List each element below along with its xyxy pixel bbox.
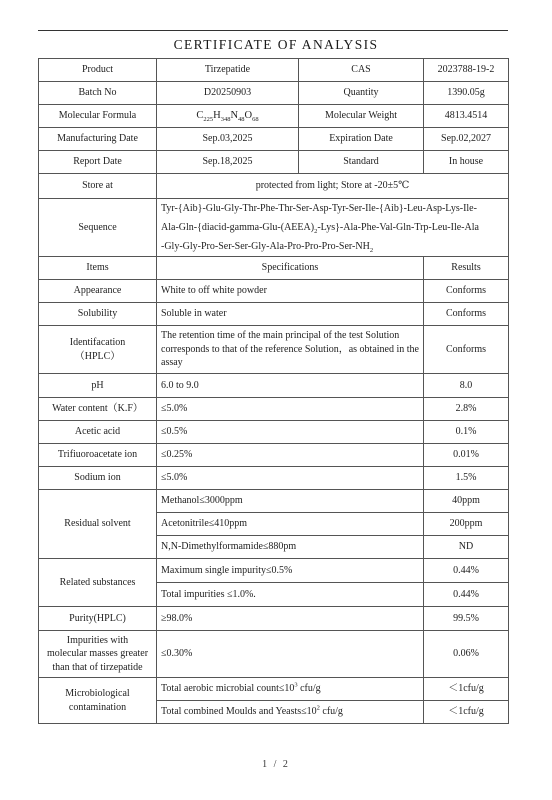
row-product xyxy=(39,59,509,82)
tfa-item: Trifiuoroacetate ion xyxy=(39,444,157,467)
product-value: Tirzepatide xyxy=(157,59,299,82)
standard-value: In house xyxy=(424,151,509,174)
solubility-spec: Soluble in water xyxy=(157,303,424,326)
row-purity xyxy=(39,607,509,631)
related-spec-2: Total impurities ≤1.0%. xyxy=(157,583,424,607)
exp-label: Expiration Date xyxy=(299,128,424,151)
row-acetic xyxy=(39,421,509,444)
water-spec: ≤5.0% xyxy=(157,398,424,421)
standard-label: Standard xyxy=(299,151,424,174)
row-ph xyxy=(39,374,509,398)
store-label: Store at xyxy=(39,174,157,199)
impurities-mass-item: Impurities with molecular masses greater than that of tirzepatide xyxy=(39,631,157,678)
residual-item: Residual solvent xyxy=(39,490,157,559)
ph-result: 8.0 xyxy=(424,374,509,398)
batch-label: Batch No xyxy=(39,82,157,105)
residual-result-2: 200ppm xyxy=(424,513,509,536)
sodium-spec: ≤5.0% xyxy=(157,467,424,490)
mw-label: Molecular Weight xyxy=(299,105,424,128)
row-appearance xyxy=(39,280,509,303)
page-number: 1 / 2 xyxy=(262,759,290,770)
impurities-mass-spec: ≤0.30% xyxy=(157,631,424,678)
appearance-item: Appearance xyxy=(39,280,157,303)
product-label: Product xyxy=(39,59,157,82)
related-item: Related substances xyxy=(39,559,157,607)
tfa-result: 0.01% xyxy=(424,444,509,467)
store-value: protected from light; Store at -20±5℃ xyxy=(157,174,509,199)
sequence-line-2: Ala-$Gln-\{diacid-gamma-Glu-(AEEA)_2-Lys\}-Ala-Phe-Val-Gln-Trp-Leu-Ile$-Ala xyxy=(161,222,479,235)
header-results: Results xyxy=(424,257,509,280)
batch-value: D20250903 xyxy=(157,82,299,105)
report-value: Sep.18,2025 xyxy=(157,151,299,174)
related-spec-1: Maximum single impurity≤0.5% xyxy=(157,559,424,583)
exp-value: Sep.02,2027 xyxy=(424,128,509,151)
ph-spec: 6.0 to 9.0 xyxy=(157,374,424,398)
acetic-item: Acetic acid xyxy=(39,421,157,444)
mw-value: 4813.4514 xyxy=(424,105,509,128)
row-report xyxy=(39,151,509,174)
purity-item: Purity(HPLC) xyxy=(39,607,157,631)
row-batch xyxy=(39,82,509,105)
related-result-1: 0.44% xyxy=(424,559,509,583)
row-micro-1 xyxy=(39,678,509,701)
sequence-line-1: Tyr-{Aib}-Glu-Gly-Thr-Phe-Thr-Ser-Asp-Tyr-Ser-Ile-{Aib}-Leu-Asp-Lys-Ile- xyxy=(161,203,477,214)
appearance-spec: White to off white powder xyxy=(157,280,424,303)
residual-result-1: 40ppm xyxy=(424,490,509,513)
sequence-line-3: $-Gly-Gly-Pro-Ser-Ser-Gly-Ala-Pro-Pro-Pro-Ser-NH_2$ xyxy=(161,241,374,254)
top-rule xyxy=(38,30,508,31)
residual-spec-1: Methanol≤3000ppm xyxy=(157,490,424,513)
identification-result: Conforms xyxy=(424,326,509,374)
row-solubility xyxy=(39,303,509,326)
row-mfg xyxy=(39,128,509,151)
sodium-result: 1.5% xyxy=(424,467,509,490)
identification-spec: The retention time of the main principal of the test Solution corresponds to that of the reference Solution，as obtained in the assay xyxy=(157,326,424,374)
mfg-label: Manufacturing Date xyxy=(39,128,157,151)
sequence-value xyxy=(157,199,509,257)
impurities-mass-result: 0.06% xyxy=(424,631,509,678)
row-residual-1 xyxy=(39,490,509,513)
formula-label: Molecular Formula xyxy=(39,105,157,128)
residual-spec-3: N,N-Dimethylformamide≤880pm xyxy=(157,536,424,559)
purity-spec: ≥98.0% xyxy=(157,607,424,631)
quantity-label: Quantity xyxy=(299,82,424,105)
residual-result-3: ND xyxy=(424,536,509,559)
micro-spec-1: Total aerobic microbial $count\le 10^3$ cfu/g xyxy=(157,678,424,701)
header-items: Items xyxy=(39,257,157,280)
header-specifications: Specifications xyxy=(157,257,424,280)
quantity-value: 1390.05g xyxy=(424,82,509,105)
cas-label: CAS xyxy=(299,59,424,82)
row-store xyxy=(39,174,509,199)
ph-item: pH xyxy=(39,374,157,398)
coa-table xyxy=(38,58,509,724)
cas-value: 2023788-19-2 xyxy=(424,59,509,82)
micro-result-2: ＜1cfu/g xyxy=(424,701,509,724)
row-related-1 xyxy=(39,559,509,583)
micro-spec-2: Total combined Moulds and $Yeasts\le 10^2$ cfu/g xyxy=(157,701,424,724)
sequence-label: Sequence xyxy=(39,199,157,257)
formula-value: $C_{225}H_{348}N_{48}O_{68}$ xyxy=(157,105,299,128)
row-identification xyxy=(39,326,509,374)
mfg-value: Sep.03,2025 xyxy=(157,128,299,151)
purity-result: 99.5% xyxy=(424,607,509,631)
row-impurities-mass xyxy=(39,631,509,678)
row-water xyxy=(39,398,509,421)
related-result-2: 0.44% xyxy=(424,583,509,607)
report-label: Report Date xyxy=(39,151,157,174)
acetic-spec: ≤0.5% xyxy=(157,421,424,444)
row-headers xyxy=(39,257,509,280)
acetic-result: 0.1% xyxy=(424,421,509,444)
row-tfa xyxy=(39,444,509,467)
document-title: CERTIFICATE OF ANALYSIS xyxy=(173,37,379,52)
appearance-result: Conforms xyxy=(424,280,509,303)
micro-item: Microbiological contamination xyxy=(39,678,157,724)
solubility-result: Conforms xyxy=(424,303,509,326)
sodium-item: Sodium ion xyxy=(39,467,157,490)
residual-spec-2: Acetonitrile≤410ppm xyxy=(157,513,424,536)
water-result: 2.8% xyxy=(424,398,509,421)
micro-result-1: ＜1cfu/g xyxy=(424,678,509,701)
row-sequence xyxy=(39,199,509,257)
row-formula xyxy=(39,105,509,128)
water-item: Water content（K.F） xyxy=(39,398,157,421)
row-sodium xyxy=(39,467,509,490)
solubility-item: Solubility xyxy=(39,303,157,326)
tfa-spec: ≤0.25% xyxy=(157,444,424,467)
identification-item: Identifacation （HPLC） xyxy=(39,326,157,374)
